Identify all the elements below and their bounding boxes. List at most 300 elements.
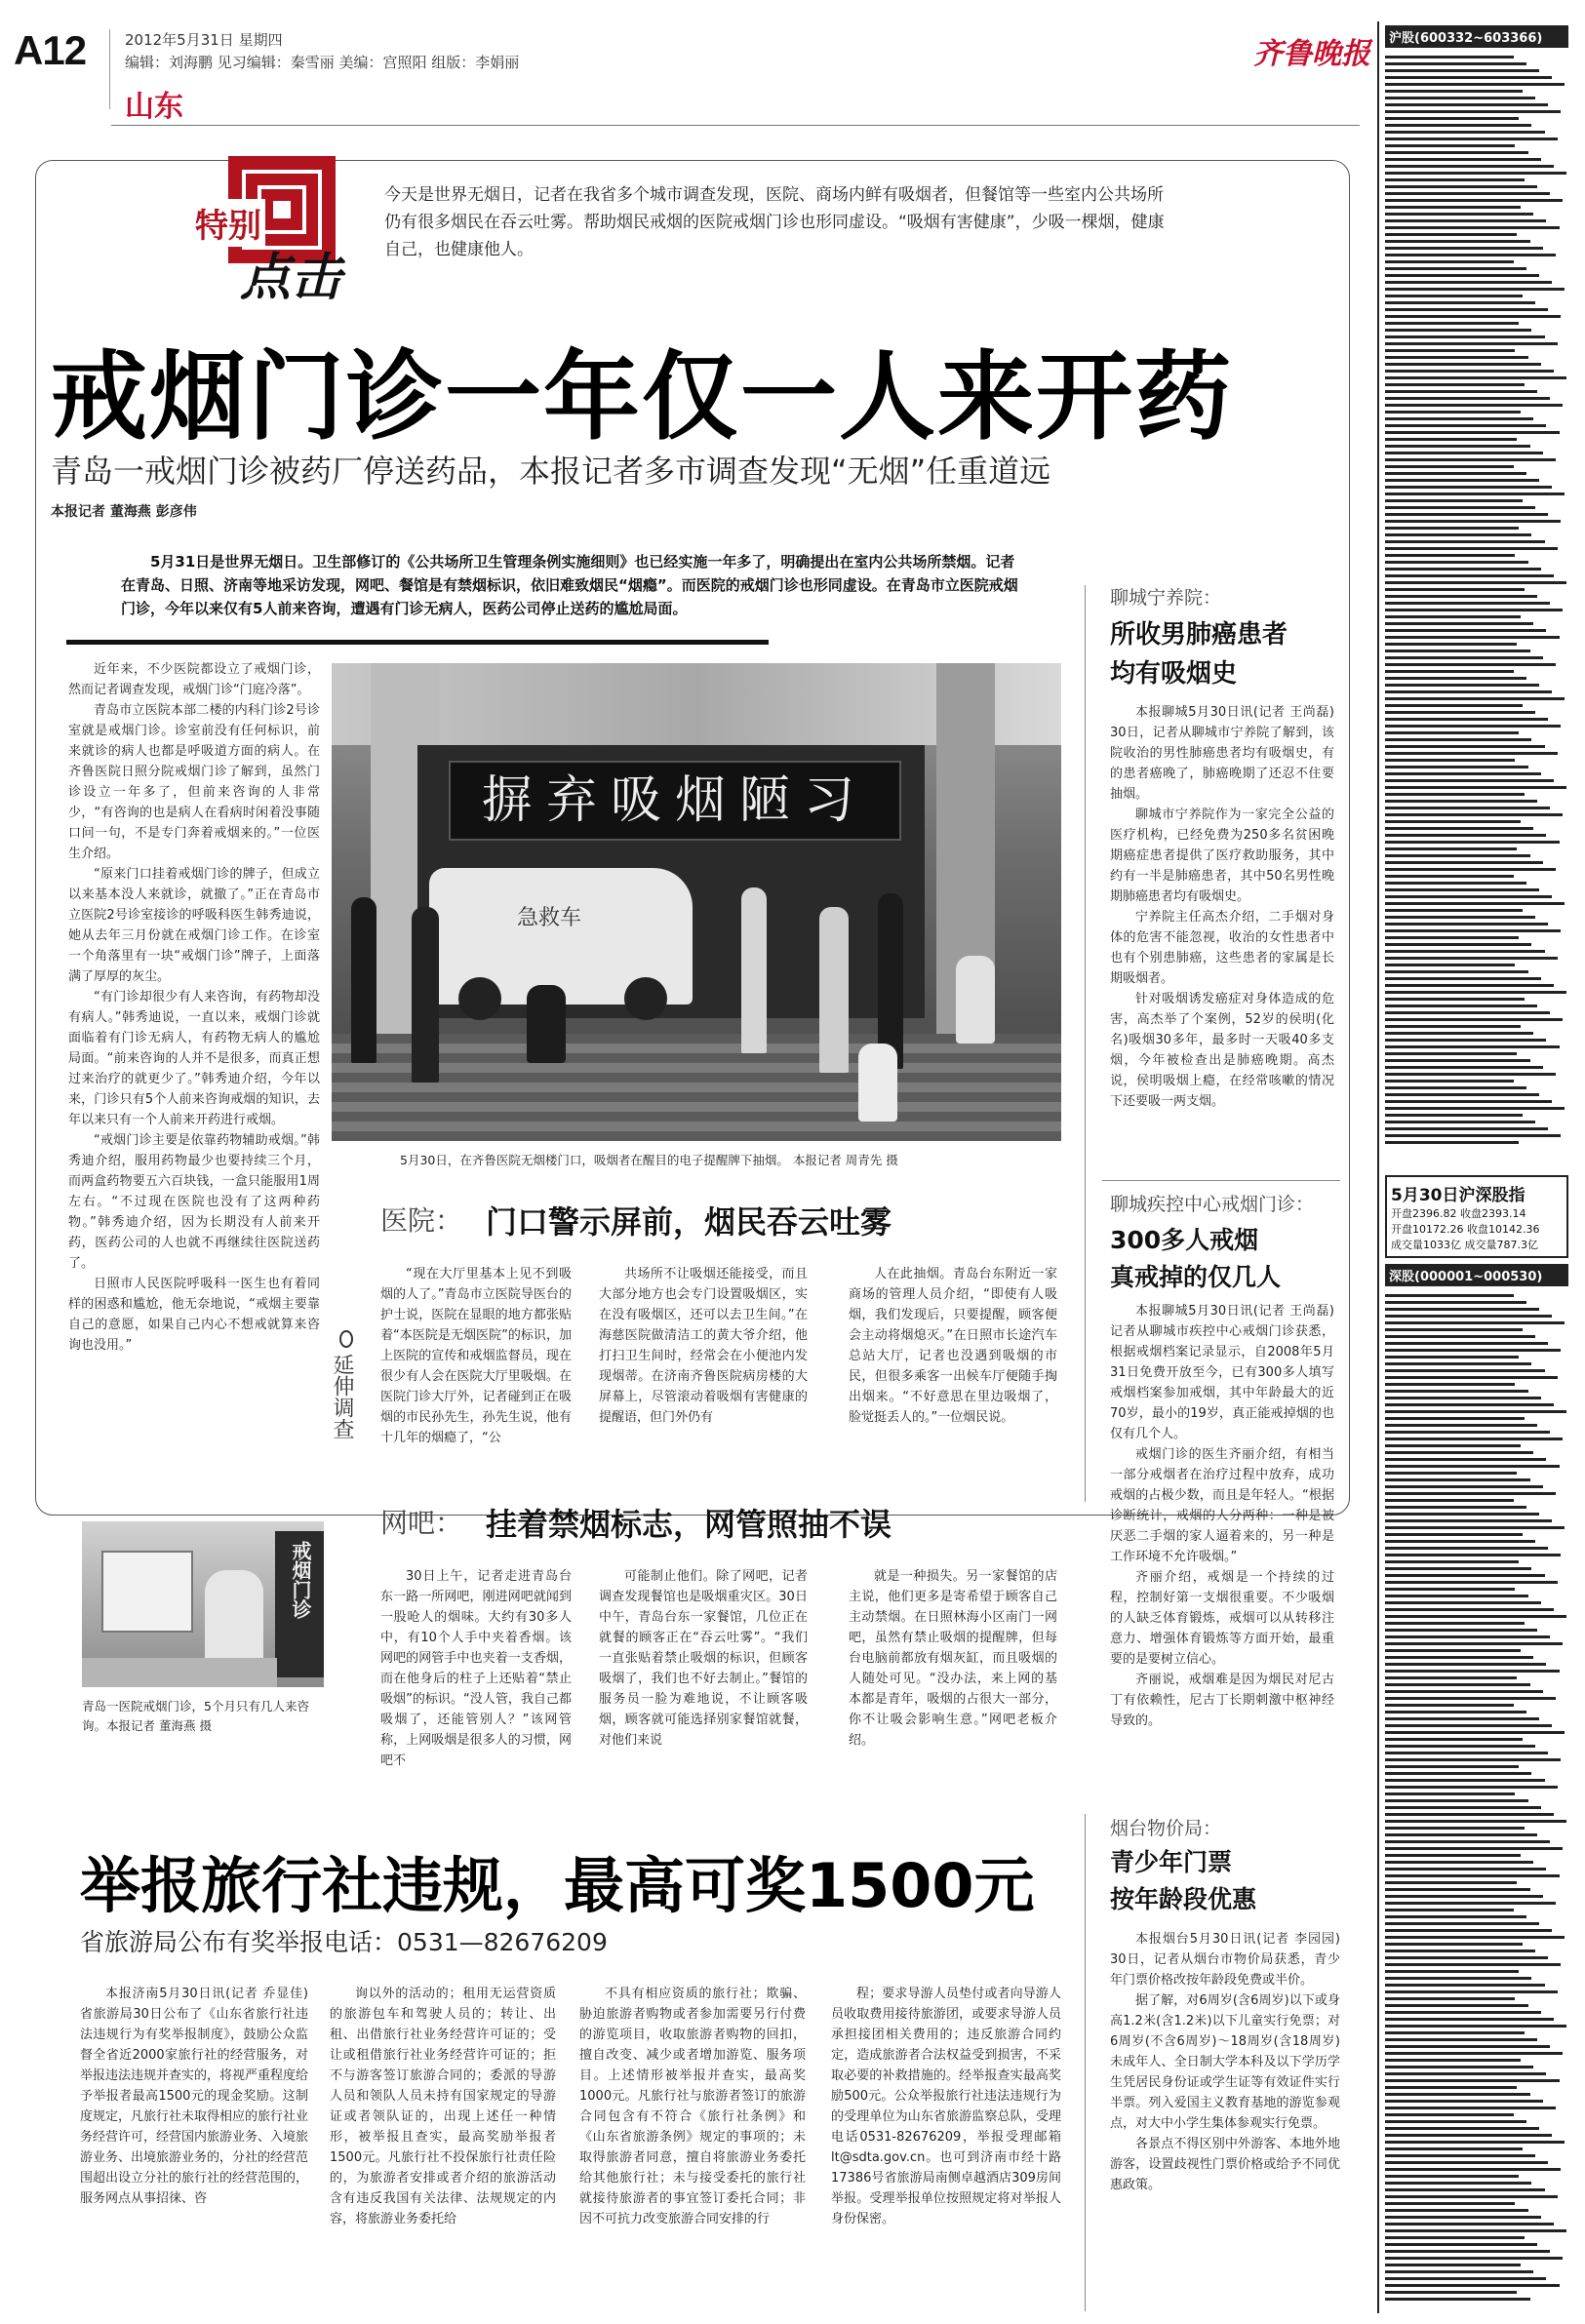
stock-row <box>1385 1588 1515 1591</box>
section-title: 山东 <box>125 90 183 124</box>
stock-row <box>1385 738 1531 741</box>
story2-body <box>1110 1301 1334 1731</box>
index-line: 开盘2396.82 收盘2393.14 <box>1391 1207 1526 1220</box>
stock-row <box>1385 1506 1526 1509</box>
badge-bottom-text: 点击 <box>240 248 342 307</box>
page-number: A12 <box>14 27 87 73</box>
stock-row <box>1385 2298 1530 2301</box>
sz-stock-listing <box>1385 1290 1568 2304</box>
stock-row <box>1385 2045 1550 2048</box>
stock-row <box>1385 1854 1521 1857</box>
hospital-col1: “现在大厅里基本上见不到吸烟的人了。”青岛市立医院导医台的护士说，医院在显眼的地方都张贴着“本医院是无烟医院”的标识，加上医院的宣传和戒烟监督员，现在很少有人会在医院大厅里吸烟。在医院门诊大厅外，记者碰到正在吸烟的市民孙先生，孙先生说，他有十几年的烟瘾了，“公 <box>380 1267 572 1445</box>
stock-row <box>1385 295 1523 297</box>
stock-row <box>1385 1615 1566 1618</box>
stock-row <box>1385 1881 1517 1884</box>
feature-intro: 今天是世界无烟日，记者在我省多个城市调查发现，医院、商场内鲜有吸烟者，但餐馆等一些室内公共场所仍有很多烟民在吞云吐雾。帮助烟民戒烟的医院戒烟门诊也形同虚设。“吸烟有害健康”，少吸一棵烟，健康自己，也健康他人。 <box>384 185 1165 259</box>
stock-row <box>1385 704 1523 707</box>
stock-row <box>1385 458 1556 461</box>
stock-row <box>1385 1950 1535 1952</box>
stock-row <box>1385 2175 1519 2178</box>
stock-row <box>1385 1608 1554 1611</box>
story1-title-line1: 所收男肺癌患者 <box>1110 620 1288 650</box>
stock-row <box>1385 479 1539 482</box>
stock-row <box>1385 1574 1545 1577</box>
stock-row <box>1385 2086 1517 2089</box>
left-paragraph: 日照市人民医院呼吸科一医生也有着同样的困惑和尴尬，他无奈地说，“戒烟主要靠自己的意愿，如果自己内心不想戒就算来咨询也没用。” <box>68 1277 320 1353</box>
stock-row <box>1385 2216 1541 2219</box>
stock-row <box>1385 233 1517 236</box>
stock-row <box>1385 103 1548 106</box>
stock-row <box>1385 131 1545 134</box>
story2-paragraph: 齐丽介绍，戒烟是一个持续的过程，控制好第一支烟很重要。不少吸烟的人缺乏体育锻炼，戒烟可以从转移注意力、增强体育锻炼等方面开始，最重要的是要树立信心。 <box>1110 1570 1334 1667</box>
netbar-tag: 网吧： <box>380 1507 463 1539</box>
stock-row <box>1385 1765 1519 1768</box>
stock-row <box>1385 397 1550 400</box>
stock-row <box>1385 2052 1563 2055</box>
stock-row <box>1385 1438 1563 1440</box>
stock-row <box>1385 1472 1517 1475</box>
stock-row <box>1385 1294 1514 1297</box>
stock-row <box>1385 841 1560 844</box>
stock-row <box>1385 274 1539 277</box>
stock-row <box>1385 2229 1566 2232</box>
stock-row <box>1385 984 1554 987</box>
stock-row <box>1385 1045 1560 1048</box>
stock-row <box>1385 950 1545 953</box>
stock-row <box>1385 2031 1525 2034</box>
stock-row <box>1385 718 1548 721</box>
stock-row <box>1385 1731 1565 1734</box>
stock-row <box>1385 964 1515 966</box>
stock-row <box>1385 2127 1539 2130</box>
masthead-logo: 齐鲁晚报 <box>1253 37 1370 71</box>
stock-row <box>1385 772 1541 775</box>
stock-row <box>1385 1581 1558 1584</box>
stock-row <box>1385 315 1561 318</box>
stock-row <box>1385 2291 1517 2294</box>
hospital-col3: 人在此抽烟。青岛台东附近一家商场的管理人员介绍，“即使有人吸烟，我们发现后，只要提醒，顾客便会主动将烟熄灭。”在日照市长途汽车总站大厅，记者也没遇到吸烟的市民，但很多乘客一出候车厅便随手掏出烟来。“不好意思在里边吸烟了，脸觉挺丢人的。”一位烟民说。 <box>849 1267 1057 1425</box>
stock-row <box>1385 1697 1556 1700</box>
stock-row <box>1385 1025 1521 1028</box>
stock-row <box>1385 1806 1541 1809</box>
stock-row <box>1385 213 1533 216</box>
story2-paragraph: 本报聊城5月30日讯(记者 王尚磊) 记者从聊城市疾控中心戒烟门诊获悉，根据戒烟档案记录显示，自2008年5月31日免费开放至今，已有300多人填写戒烟档案参加戒烟，其中年龄最大的近70岁，最小的19岁，真正能戒掉烟的也仅有几个人。 <box>1110 1304 1334 1441</box>
stock-row <box>1385 1963 1561 1966</box>
stock-row <box>1385 1342 1548 1345</box>
stock-row <box>1385 1745 1535 1748</box>
stock-row <box>1385 486 1552 489</box>
stock-row <box>1385 2147 1523 2150</box>
yantai-title-line2: 按年龄段优惠 <box>1110 1885 1257 1913</box>
stock-row <box>1385 172 1566 175</box>
stock-row <box>1385 2154 1535 2157</box>
stock-row <box>1385 697 1565 700</box>
stock-row <box>1385 1301 1526 1304</box>
stock-row <box>1385 957 1558 960</box>
stock-row <box>1385 1902 1556 1905</box>
stock-row <box>1385 677 1526 680</box>
stock-row <box>1385 1073 1556 1076</box>
small-photo-sign <box>275 1531 324 1677</box>
stock-row <box>1385 219 1546 222</box>
stock-row <box>1385 766 1528 768</box>
stock-row <box>1385 1328 1523 1331</box>
stock-row <box>1385 2107 1556 2109</box>
page-header <box>0 0 1375 137</box>
stock-row <box>1385 1086 1526 1089</box>
stock-row <box>1385 240 1530 243</box>
main-photo <box>332 663 1061 1141</box>
stock-row <box>1385 404 1563 407</box>
stock-row <box>1385 417 1533 420</box>
stock-row <box>1385 1335 1535 1338</box>
stock-row <box>1385 725 1561 728</box>
stock-row <box>1385 2168 1561 2171</box>
stock-row <box>1385 861 1543 864</box>
stock-row <box>1385 472 1526 475</box>
stock-row <box>1385 1895 1543 1898</box>
stock-row <box>1385 226 1560 229</box>
stock-row <box>1385 1683 1530 1686</box>
stock-row <box>1385 1833 1537 1836</box>
stock-row <box>1385 1032 1533 1035</box>
stock-row <box>1385 1956 1548 1959</box>
stock-row <box>1385 1465 1560 1468</box>
stock-row <box>1385 452 1543 454</box>
stock-row <box>1385 1431 1550 1434</box>
stock-row <box>1385 663 1556 666</box>
small-photo <box>82 1521 324 1687</box>
stock-row <box>1385 820 1521 823</box>
stock-row <box>1385 929 1561 932</box>
stock-row <box>1385 1840 1550 1843</box>
stock-row <box>1385 2018 1554 2021</box>
stock-row <box>1385 1390 1528 1393</box>
feature-lead: 5月31日是世界无烟日。卫生部修订的《公共场所卫生管理条例实施细则》也已经实施一年多了，明确提出在室内公共场所禁烟。记者在青岛、日照、济南等地采访发现，网吧、餐馆是有禁烟标识，依旧难致烟民“烟瘾”。而医院的戒烟门诊也形同虚设。在青岛市立医院戒烟门诊，今年以来仅有5人前来咨询，遭遇有门诊无病人，医药公司停止送药的尴尬局面。 <box>121 553 1018 617</box>
stock-row <box>1385 1349 1561 1352</box>
stock-row <box>1385 1595 1528 1597</box>
travel-col3: 不具有相应资质的旅行社；欺骗、胁迫旅游者购物或者参加需要另行付费的游览项目，收取旅游者购物的回扣，擅自改变、减少或者增加游览、服务项目。上述情形被举报并查实，最高奖1000元。凡旅行社与旅游者签订的旅游合同包含有不符合《旅行社条例》和《山东省旅游条例》规定的事项的；未取得旅游者同意，擅自将旅游业务委托给其他旅行社；未与接受委托的旅行社就接待旅游者的事宜签订委托合同；非因不可抗力改变旅游合同安排的行 <box>579 1987 806 2226</box>
stock-row <box>1385 281 1552 284</box>
stock-row <box>1385 97 1535 99</box>
stock-row <box>1385 1990 1558 1993</box>
stock-row <box>1385 1114 1523 1117</box>
stock-row <box>1385 2066 1533 2068</box>
stock-row <box>1385 342 1558 345</box>
led-sign <box>449 761 901 841</box>
stock-row <box>1385 1622 1525 1625</box>
left-paragraph: 青岛市立医院本部二楼的内科门诊2号诊室就是戒烟门诊。诊室前没有任何标识，前来就诊的病人也都是呼吸道方面的病人。在齐鲁医院日照分院戒烟门诊了解到，虽然门诊设立一年多了，但前来咨询的人非常少，“有咨询的也是病人在看病时闲着没事随口问一句，不是专门奔着戒烟来的。”一位医生介绍。 <box>68 703 320 861</box>
stock-row <box>1385 349 1515 352</box>
stock-row <box>1385 834 1546 837</box>
stock-row <box>1385 247 1543 250</box>
stock-row <box>1385 629 1546 632</box>
left-column <box>68 659 320 1356</box>
stock-row <box>1385 1635 1550 1638</box>
small-photo-sign-text: 戒烟门诊 <box>289 1541 312 1619</box>
stock-row <box>1385 540 1545 543</box>
stock-row <box>1385 752 1558 755</box>
stock-row <box>1385 1936 1565 1939</box>
stock-row <box>1385 2134 1552 2137</box>
stock-row <box>1385 711 1535 714</box>
stock-row <box>1385 2270 1533 2273</box>
stock-row <box>1385 383 1525 386</box>
stock-row <box>1385 165 1554 168</box>
stock-row <box>1385 1717 1539 1720</box>
stock-row <box>1385 1758 1561 1761</box>
stock-row <box>1385 260 1514 263</box>
stock-row <box>1385 1100 1552 1103</box>
yantai-kicker: 烟台物价局： <box>1110 1818 1222 1839</box>
stock-row <box>1385 2264 1521 2266</box>
stock-row <box>1385 527 1519 530</box>
sh-stock-label: 沪股(600332~603366) <box>1385 25 1568 48</box>
stock-row <box>1385 1052 1517 1055</box>
stock-row <box>1385 2079 1560 2082</box>
stock-row <box>1385 574 1554 577</box>
stock-row <box>1385 1629 1537 1632</box>
yantai-paragraph: 各景点不得区别中外游客、本地外地游客，设置歧视性门票价格或给予不同优惠政策。 <box>1110 2137 1340 2192</box>
stock-row <box>1385 62 1526 65</box>
story1-kicker: 聊城宁养院： <box>1110 587 1222 609</box>
stock-row <box>1385 793 1525 796</box>
stock-row <box>1385 1847 1563 1850</box>
stock-row <box>1385 438 1517 441</box>
stock-row <box>1385 2223 1554 2226</box>
stock-row <box>1385 370 1554 373</box>
side-label-marker-icon <box>339 1330 353 1348</box>
stock-row <box>1385 1011 1550 1014</box>
stock-row <box>1385 199 1563 202</box>
stock-row <box>1385 1134 1561 1137</box>
stock-row <box>1385 2141 1565 2144</box>
stock-row <box>1385 2182 1531 2185</box>
stock-row <box>1385 1519 1552 1522</box>
stock-row <box>1385 609 1563 611</box>
led-sign-text: 摒弃吸烟陋习 <box>481 771 868 830</box>
stock-row <box>1385 1799 1528 1802</box>
feature-subheadline: 青岛一戒烟门诊被药厂停送药品，本报记者多市调查发现“无烟”任重道远 <box>51 453 1051 490</box>
stock-row <box>1385 2257 1563 2260</box>
netbar-col3: 就是一种损失。另一家餐馆的店主说，他们更多是寄希望于顾客自己主动禁烟。在日照林海小区南门一网吧，虽然有禁止吸烟的提醒牌，但每台电脑前都放有烟灰缸，而且吸烟的人随处可见。“没办法，来上网的基本都是青年，吸烟的占很大一部分，你不让吸会影响生意。”网吧老板介绍。 <box>849 1569 1057 1748</box>
stock-row <box>1385 998 1525 1001</box>
stock-row <box>1385 2011 1541 2014</box>
stock-row <box>1385 1792 1515 1795</box>
netbar-col2: 可能制止他们。除了网吧，记者调查发现餐馆也是吸烟重灾区。30日中午，青岛台东一家餐馆，几位正在就餐的顾客正在“吞云吐雾”。“我们一直张贴着禁止吸烟的标识，但顾客吸烟了，我们也不好去制止。”餐馆的服务员一脸为难地说，不让顾客吸烟，顾客就可能选择别家餐馆就餐，对他们来说 <box>599 1569 808 1748</box>
stock-row <box>1385 124 1531 127</box>
stock-row <box>1385 2161 1548 2164</box>
stock-row <box>1385 1127 1548 1130</box>
stock-row <box>1385 1676 1517 1679</box>
stock-row <box>1385 547 1558 550</box>
stock-row <box>1385 882 1526 885</box>
stock-row <box>1385 568 1541 571</box>
feature-badge <box>191 156 367 307</box>
stock-row <box>1385 2209 1528 2212</box>
stock-row <box>1385 499 1523 502</box>
stock-row <box>1385 110 1561 113</box>
stock-row <box>1385 1970 1519 1973</box>
stock-row <box>1385 513 1548 516</box>
stock-row <box>1385 492 1565 495</box>
stock-row <box>1385 1711 1526 1713</box>
stock-row <box>1385 445 1530 448</box>
stock-row <box>1385 1786 1558 1789</box>
stock-row <box>1385 254 1556 256</box>
stock-row <box>1385 936 1519 939</box>
stock-row <box>1385 991 1566 994</box>
index-box <box>1385 1175 1568 1258</box>
stock-row <box>1385 602 1550 605</box>
stock-row <box>1385 1356 1519 1359</box>
stock-row <box>1385 533 1531 536</box>
stock-row <box>1385 424 1546 427</box>
stock-row <box>1385 1656 1533 1659</box>
stock-row <box>1385 1554 1561 1556</box>
stock-row <box>1385 807 1550 809</box>
feature-headline: 戒烟门诊一年仅一人来开药 <box>51 341 1233 453</box>
stock-row <box>1385 1663 1546 1666</box>
stock-row <box>1385 1369 1545 1372</box>
story2-paragraph: 戒烟门诊的医生齐丽介绍，有相当一部分戒烟者在治疗过程中放弃，成功戒烟的占极少数，而且是年轻人。“根据诊断统计，戒烟的人分两种：一种是被厌恶二手烟的家人逼着来的，另一种是工作环境不允许吸烟。” <box>1110 1447 1334 1564</box>
yantai-paragraph: 据了解，对6周岁(含6周岁)以下或身高1.2米(含1.2米)以下儿童实行免票；对6周岁(不含6周岁)～18周岁(含18周岁)未成年人、全日制大学本科及以下学历学生凭居民身份证或学生证等有效证件实行半票。列入爱国主义教育基地的游览参观点，对大中小学生集体参观实行免票。 <box>1110 1993 1340 2131</box>
stock-row <box>1385 1141 1519 1144</box>
travel-col2: 询以外的活动的；租用无运营资质的旅游包车和驾驶人员的；转让、出租、出借旅行社业务经营许可证的；受让或租借旅行社业务经营许可证的；拒不与游客签订旅游合同的；委派的导游人员和领队人员未持有国家规定的导游证或者领队证的，出现上述任一种情形，被举报且查实，最高奖励举报者1500元。凡旅行社不投保旅行社责任险的，为旅游者安排或者介绍的旅游活动含有违反我国有关法律、法规规定的内容，将旅游业务委托给 <box>330 1987 556 2226</box>
left-paragraph: 近年来，不少医院都设立了戒烟门诊，然而记者调查发现，戒烟门诊“门庭冷落”。 <box>68 662 320 697</box>
stock-row <box>1385 868 1556 871</box>
stock-row <box>1385 1403 1554 1406</box>
stock-row <box>1385 158 1541 161</box>
stock-row <box>1385 779 1554 782</box>
yantai-body <box>1110 1929 1340 2195</box>
stock-row <box>1385 1540 1535 1543</box>
travel-subheadline: 省旅游局公布有奖举报电话：0531—82676209 <box>80 1928 608 1956</box>
stock-row <box>1385 1738 1523 1741</box>
stock-row <box>1385 1526 1565 1529</box>
stock-row <box>1385 1724 1552 1727</box>
stock-row <box>1385 1772 1531 1775</box>
stock-row <box>1385 2113 1514 2116</box>
left-paragraph: “原来门口挂着戒烟门诊的牌子，但成立以来基本没人来就诊，就撤了。”正在青岛市立医院2号诊室接诊的呼吸科医生韩秀迪说，她从去年三月份就在戒烟门诊工作。在诊室一个角落里有一块“戒烟门诊”牌子，上面落满了厚厚的灰尘。 <box>68 867 320 984</box>
stock-row <box>1385 90 1523 93</box>
stock-row <box>1385 1922 1539 1925</box>
index-title: 5月30日沪深股指 <box>1391 1186 1526 1205</box>
stock-row <box>1385 1997 1515 2000</box>
stock-row <box>1385 144 1515 147</box>
stock-row <box>1385 83 1565 86</box>
stock-row <box>1385 363 1541 366</box>
feature-byline: 本报记者 董海燕 彭彦伟 <box>51 504 197 520</box>
stock-row <box>1385 731 1519 734</box>
stock-row <box>1385 1362 1531 1365</box>
sz-stock-label: 深股(000001~000530) <box>1385 1264 1568 1286</box>
stock-row <box>1385 1513 1539 1516</box>
stock-row <box>1385 178 1525 181</box>
stock-row <box>1385 69 1539 72</box>
stock-row <box>1385 1039 1546 1042</box>
stock-row <box>1385 1376 1558 1379</box>
stock-row <box>1385 1397 1541 1399</box>
editors-line: 编辑：刘海鹏 见习编辑：秦雪丽 美编：宫照阳 组版：李娟丽 <box>125 54 520 71</box>
stock-row <box>1385 2025 1566 2028</box>
stock-row <box>1385 1499 1514 1502</box>
stock-row <box>1385 1410 1566 1413</box>
stock-row <box>1385 916 1535 919</box>
stock-row <box>1385 1977 1531 1980</box>
stock-row <box>1385 2004 1528 2007</box>
stock-row <box>1385 1066 1543 1069</box>
stock-row <box>1385 1018 1563 1021</box>
stock-row <box>1385 800 1537 803</box>
stock-row <box>1385 1533 1523 1536</box>
hospital-col2: 共场所不让吸烟还能接受，而且大部分地方也会专门设置吸烟区，实在没有吸烟区，还可以去卫生间。”在海慈医院做清洁工的黄大爷介绍，他打扫卫生间时，经常会在小便池内发现烟蒂。在济南齐鲁医院病房楼的大屏幕上，尽管滚动着吸烟有害健康的提醒语，但门外仍有 <box>599 1267 808 1425</box>
left-paragraph: “戒烟门诊主要是依靠药物辅助戒烟。”韩秀迪介绍，服用药物最少也要持续三个月，而两盒药物要五六百块钱，一盒只能服用1周左右。“不过现在医院也没有了这两种药物。”韩秀迪介绍，因为长期没有人前来开药，医药公司的人也就不再继续往医院送药了。 <box>68 1133 320 1271</box>
stock-row <box>1385 56 1514 59</box>
stock-row <box>1385 2250 1550 2253</box>
stock-row <box>1385 943 1531 946</box>
stock-row <box>1385 1485 1543 1488</box>
stock-row <box>1385 1547 1548 1550</box>
stock-row <box>1385 1004 1537 1007</box>
story2-kicker: 聊城疾控中心戒烟门诊： <box>1110 1194 1315 1215</box>
stock-row <box>1385 854 1530 857</box>
van-text: 急救车 <box>517 906 582 930</box>
stock-row <box>1385 2100 1543 2103</box>
stock-row <box>1385 1929 1552 1932</box>
stock-row <box>1385 684 1539 687</box>
stock-row <box>1385 690 1552 693</box>
stock-row <box>1385 1601 1541 1604</box>
stock-row <box>1385 1861 1533 1864</box>
stock-row <box>1385 888 1539 891</box>
story1-paragraph: 宁养院主任高杰介绍，二手烟对身体的危害不能忽视，收治的女性患者中也有个别患肺癌，这些患者的家属是长期吸烟者。 <box>1110 910 1334 986</box>
stock-row <box>1385 1315 1552 1318</box>
stock-row <box>1385 1670 1560 1673</box>
stock-row <box>1385 636 1560 639</box>
stock-row <box>1385 1779 1545 1782</box>
stock-row <box>1385 1649 1521 1652</box>
stock-row <box>1385 615 1521 618</box>
stock-row <box>1385 2243 1537 2246</box>
stock-row <box>1385 76 1552 79</box>
stock-row <box>1385 1080 1514 1083</box>
stock-row <box>1385 431 1560 434</box>
hospital-title: 门口警示屏前，烟民吞云吐雾 <box>486 1203 892 1241</box>
stock-row <box>1385 1752 1548 1754</box>
stock-row <box>1385 786 1566 789</box>
stock-row <box>1385 923 1548 926</box>
stock-row <box>1385 813 1563 816</box>
stock-row <box>1385 622 1533 625</box>
stock-row <box>1385 1868 1546 1871</box>
stock-row <box>1385 1567 1531 1570</box>
story1-paragraph: 本报聊城5月30日讯(记者 王尚磊) 30日，记者从聊城市宁养院了解到，该院收治的男性肺癌患者均有吸烟史，有的患者癌晚了，肺癌晚期了还忍不住要抽烟。 <box>1110 705 1334 802</box>
stock-row <box>1385 759 1515 762</box>
small-photo-caption: 青岛一医院戒烟门诊，5个月只有几人来咨询。本报记者 董海燕 摄 <box>82 1699 309 1733</box>
story2-title-line1: 300多人戒烟 <box>1110 1226 1259 1254</box>
stock-row <box>1385 376 1566 379</box>
stock-row <box>1385 1417 1525 1420</box>
stock-row <box>1385 411 1521 414</box>
lead-rule <box>66 640 769 645</box>
stock-row <box>1385 1121 1535 1123</box>
story1-title-line2: 均有吸烟史 <box>1110 659 1238 689</box>
stock-row <box>1385 1874 1560 1877</box>
stock-row <box>1385 2195 1558 2198</box>
stock-row <box>1385 2236 1525 2239</box>
stock-row <box>1385 506 1535 509</box>
